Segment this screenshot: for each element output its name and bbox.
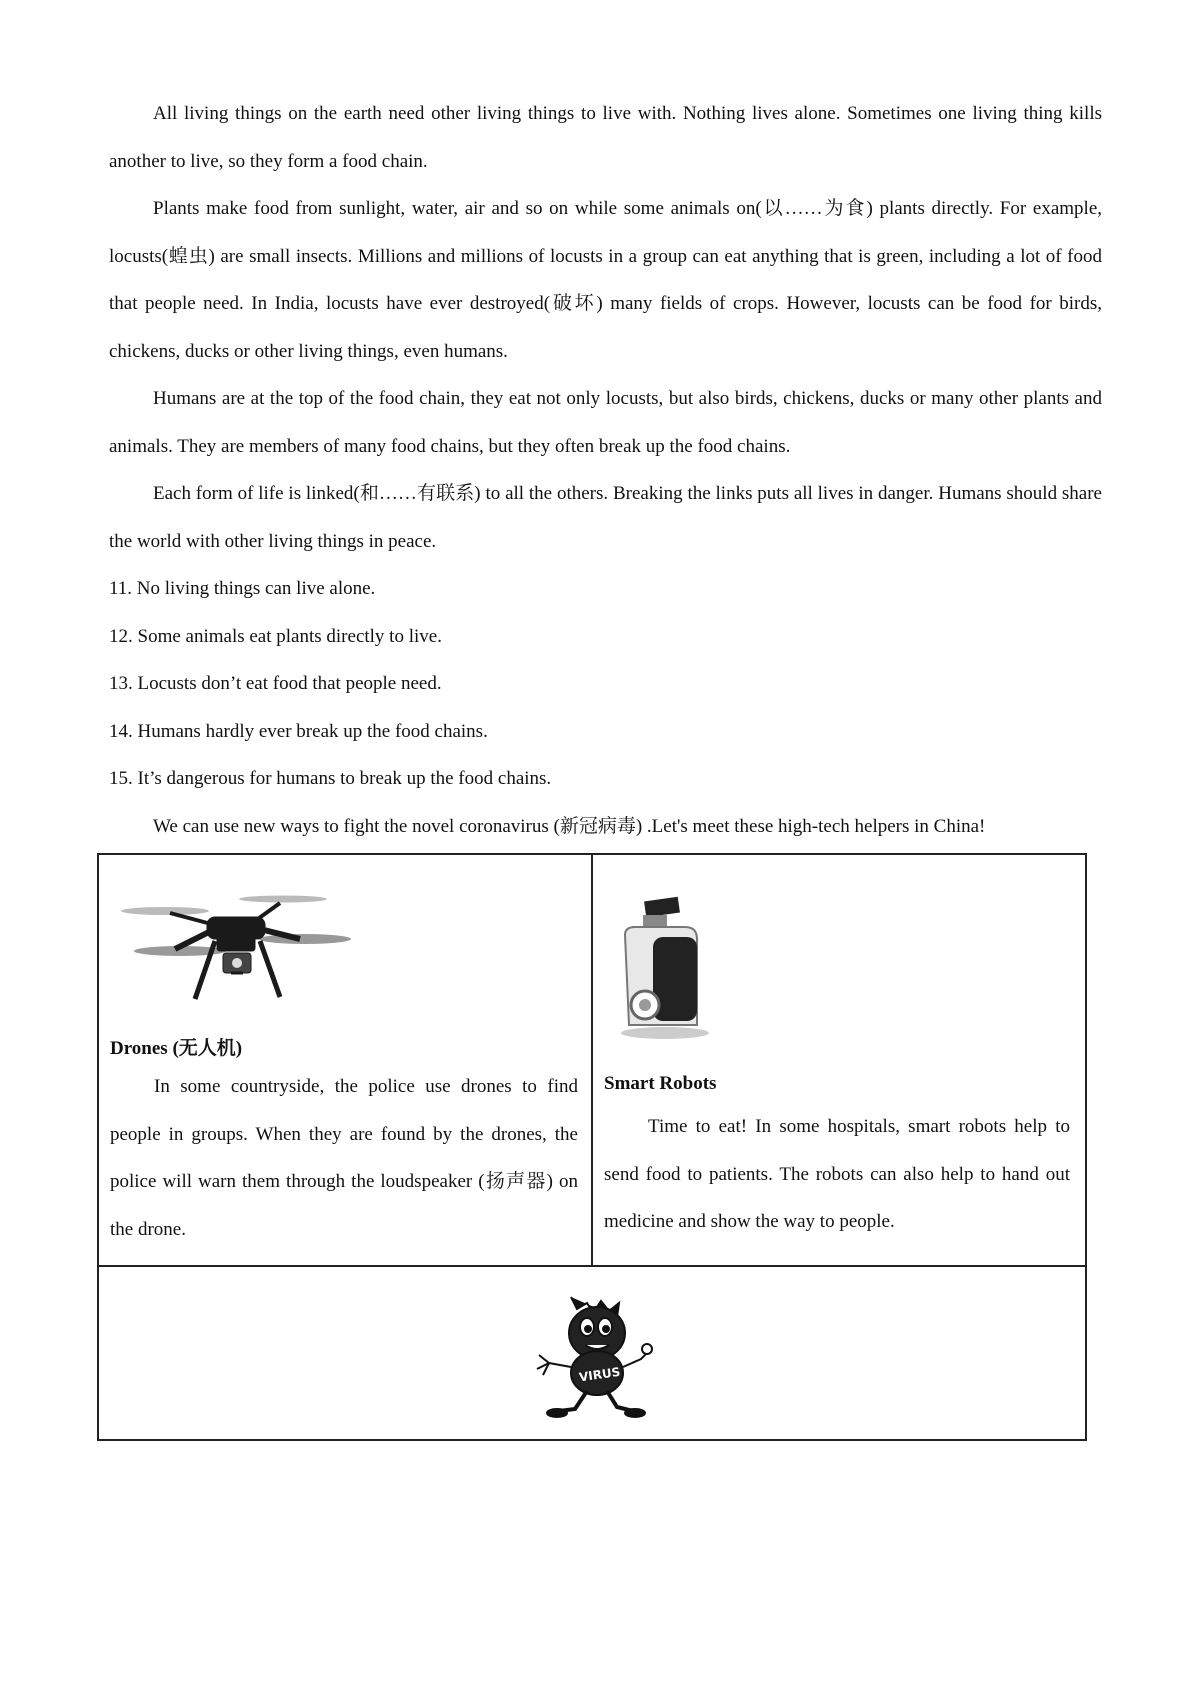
virus-cell xyxy=(99,1267,1085,1439)
robot-image xyxy=(615,895,725,1045)
paragraph-2: Plants make food from sunlight, water, air and so on while some animals on(以……为食) plants directly. For example, locusts(蝗虫) are small insects. Millions and millions of locusts in a group can eat anything that is green, including a lot of food that people need. In India, locusts have ever destroyed(破坏) many fields of crops. However, locusts can be food for birds, chickens, ducks or other living things, even humans. xyxy=(109,198,1102,362)
question-13: 13. Locusts don’t eat food that people need. xyxy=(109,673,442,694)
drones-cell xyxy=(99,855,593,1267)
question-14: 14. Humans hardly ever break up the food chains. xyxy=(109,720,488,742)
drone-image xyxy=(115,889,365,1009)
helpers-table xyxy=(97,853,1087,1441)
question-15: 15. It’s dangerous for humans to break up the food chains. xyxy=(109,768,552,789)
robots-title: Smart Robots xyxy=(604,1073,717,1094)
question-11: 11. No living things can live alone. xyxy=(109,578,376,599)
paragraph-3: Humans are at the top of the food chain, they eat not only locusts, but also birds, chickens, ducks or many other plants and animals. They are members of many food chains, but they often break up the food chains. xyxy=(109,388,1102,457)
drones-text: In some countryside, the police use drones to find people in groups. When they are found by the drones, the police will warn them through the loudspeaker (扬声器) on the drone. xyxy=(110,1076,578,1240)
question-12: 12. Some animals eat plants directly to live. xyxy=(109,625,442,647)
virus-cartoon-image xyxy=(529,1285,669,1425)
drones-title: Drones (无人机) xyxy=(110,1038,243,1059)
paragraph-4: Each form of life is linked(和……有联系) to all the others. Breaking the links puts all lives in danger. Humans should share the world with other living things in peace. xyxy=(109,483,1102,552)
section-intro: We can use new ways to fight the novel coronavirus (新冠病毒) .Let's meet these high-tech helpers in China! xyxy=(153,815,986,837)
robots-cell xyxy=(593,855,1085,1267)
paragraph-1: All living things on the earth need other living things to live with. Nothing lives alone. Sometimes one living thing kills another to live, so they form a food chain. xyxy=(109,103,1102,172)
virus-label: VIRUS xyxy=(578,1364,622,1385)
reading-passage xyxy=(109,90,1102,850)
robots-text: Time to eat! In some hospitals, smart robots help to send food to patients. The robots can also help to hand out medicine and show the way to people. xyxy=(604,1116,1070,1232)
